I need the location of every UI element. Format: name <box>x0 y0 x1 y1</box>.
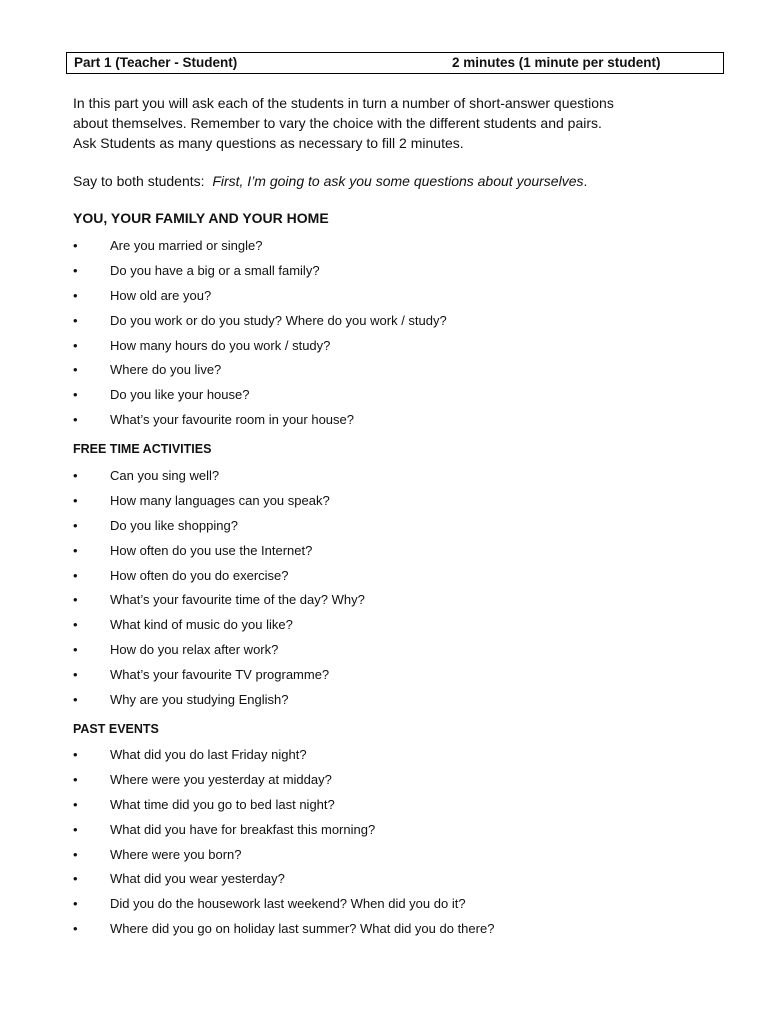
question-text: Where were you yesterday at midday? <box>110 771 332 787</box>
bullet-icon: • <box>73 692 78 708</box>
intro-line: Ask Students as many questions as necessary to fill 2 minutes. <box>73 135 464 151</box>
bullet-icon: • <box>73 387 78 403</box>
intro-line: In this part you will ask each of the students in turn a number of short-answer questions <box>73 95 614 111</box>
question-text: What did you wear yesterday? <box>110 871 285 887</box>
question-text: What did you do last Friday night? <box>110 747 307 762</box>
bullet-icon: • <box>73 921 78 937</box>
bullet-icon: • <box>73 262 78 278</box>
bullet-icon: • <box>73 846 78 862</box>
intro-line: about themselves. Remember to vary the choice with the different students and pairs. <box>73 115 602 131</box>
bullet-icon: • <box>73 896 78 912</box>
question-text: Do you like shopping? <box>110 517 238 533</box>
question-text: What time did you go to bed last night? <box>110 796 335 812</box>
bullet-icon: • <box>73 412 78 428</box>
bullet-icon: • <box>73 312 78 328</box>
bullet-icon: • <box>73 337 78 353</box>
section-heading-past-events: PAST EVENTS <box>73 722 159 736</box>
question-text: Why are you studying English? <box>110 692 289 708</box>
question-text: How many languages can you speak? <box>110 492 330 508</box>
question-text: Can you sing well? <box>110 468 220 483</box>
part-title: Part 1 (Teacher - Student) <box>74 55 238 70</box>
say-prefix: Say to both students: <box>73 173 205 189</box>
question-text: What did you have for breakfast this morning? <box>110 821 376 837</box>
bullet-icon: • <box>73 617 78 633</box>
question-text: Where did you go on holiday last summer? What did you do there? <box>110 921 495 937</box>
say-instruction <box>73 171 713 191</box>
question-text: Do you like your house? <box>110 387 250 403</box>
bullet-icon: • <box>73 567 78 583</box>
bullet-icon: • <box>73 362 78 378</box>
bullet-icon: • <box>73 492 78 508</box>
say-quote: First, I’m going to ask you some questions about yourselves <box>212 173 584 189</box>
question-text: How often do you use the Internet? <box>110 542 313 558</box>
question-text: Did you do the housework last weekend? When did you do it? <box>110 896 466 912</box>
bullet-icon: • <box>73 468 78 483</box>
bullet-icon: • <box>73 642 78 658</box>
bullet-icon: • <box>73 771 78 787</box>
question-text: Do you have a big or a small family? <box>110 262 320 278</box>
bullet-icon: • <box>73 592 78 608</box>
bullet-icon: • <box>73 821 78 837</box>
question-text: Where do you live? <box>110 362 222 378</box>
question-text: What’s your favourite room in your house? <box>110 412 354 428</box>
question-text: How many hours do you work / study? <box>110 337 331 353</box>
section-heading-free-time: FREE TIME ACTIVITIES <box>73 442 212 456</box>
intro-paragraph <box>73 93 713 153</box>
bullet-icon: • <box>73 287 78 303</box>
section-heading-family: YOU, YOUR FAMILY AND YOUR HOME <box>73 210 329 226</box>
part-duration: 2 minutes (1 minute per student) <box>452 55 661 70</box>
question-text: Are you married or single? <box>110 238 263 253</box>
question-text: What’s your favourite time of the day? Why? <box>110 592 365 608</box>
bullet-icon: • <box>73 542 78 558</box>
bullet-icon: • <box>73 796 78 812</box>
question-text: How often do you do exercise? <box>110 567 289 583</box>
question-text: How do you relax after work? <box>110 642 279 658</box>
question-text: Where were you born? <box>110 846 242 862</box>
bullet-icon: • <box>73 238 78 253</box>
question-text: What kind of music do you like? <box>110 617 293 633</box>
bullet-icon: • <box>73 747 78 762</box>
bullet-icon: • <box>73 871 78 887</box>
question-text: Do you work or do you study? Where do you work / study? <box>110 312 447 328</box>
question-text: What’s your favourite TV programme? <box>110 667 330 683</box>
part-header-box <box>66 52 724 74</box>
question-text: How old are you? <box>110 287 212 303</box>
bullet-icon: • <box>73 667 78 683</box>
bullet-icon: • <box>73 517 78 533</box>
say-suffix: . <box>583 173 588 189</box>
